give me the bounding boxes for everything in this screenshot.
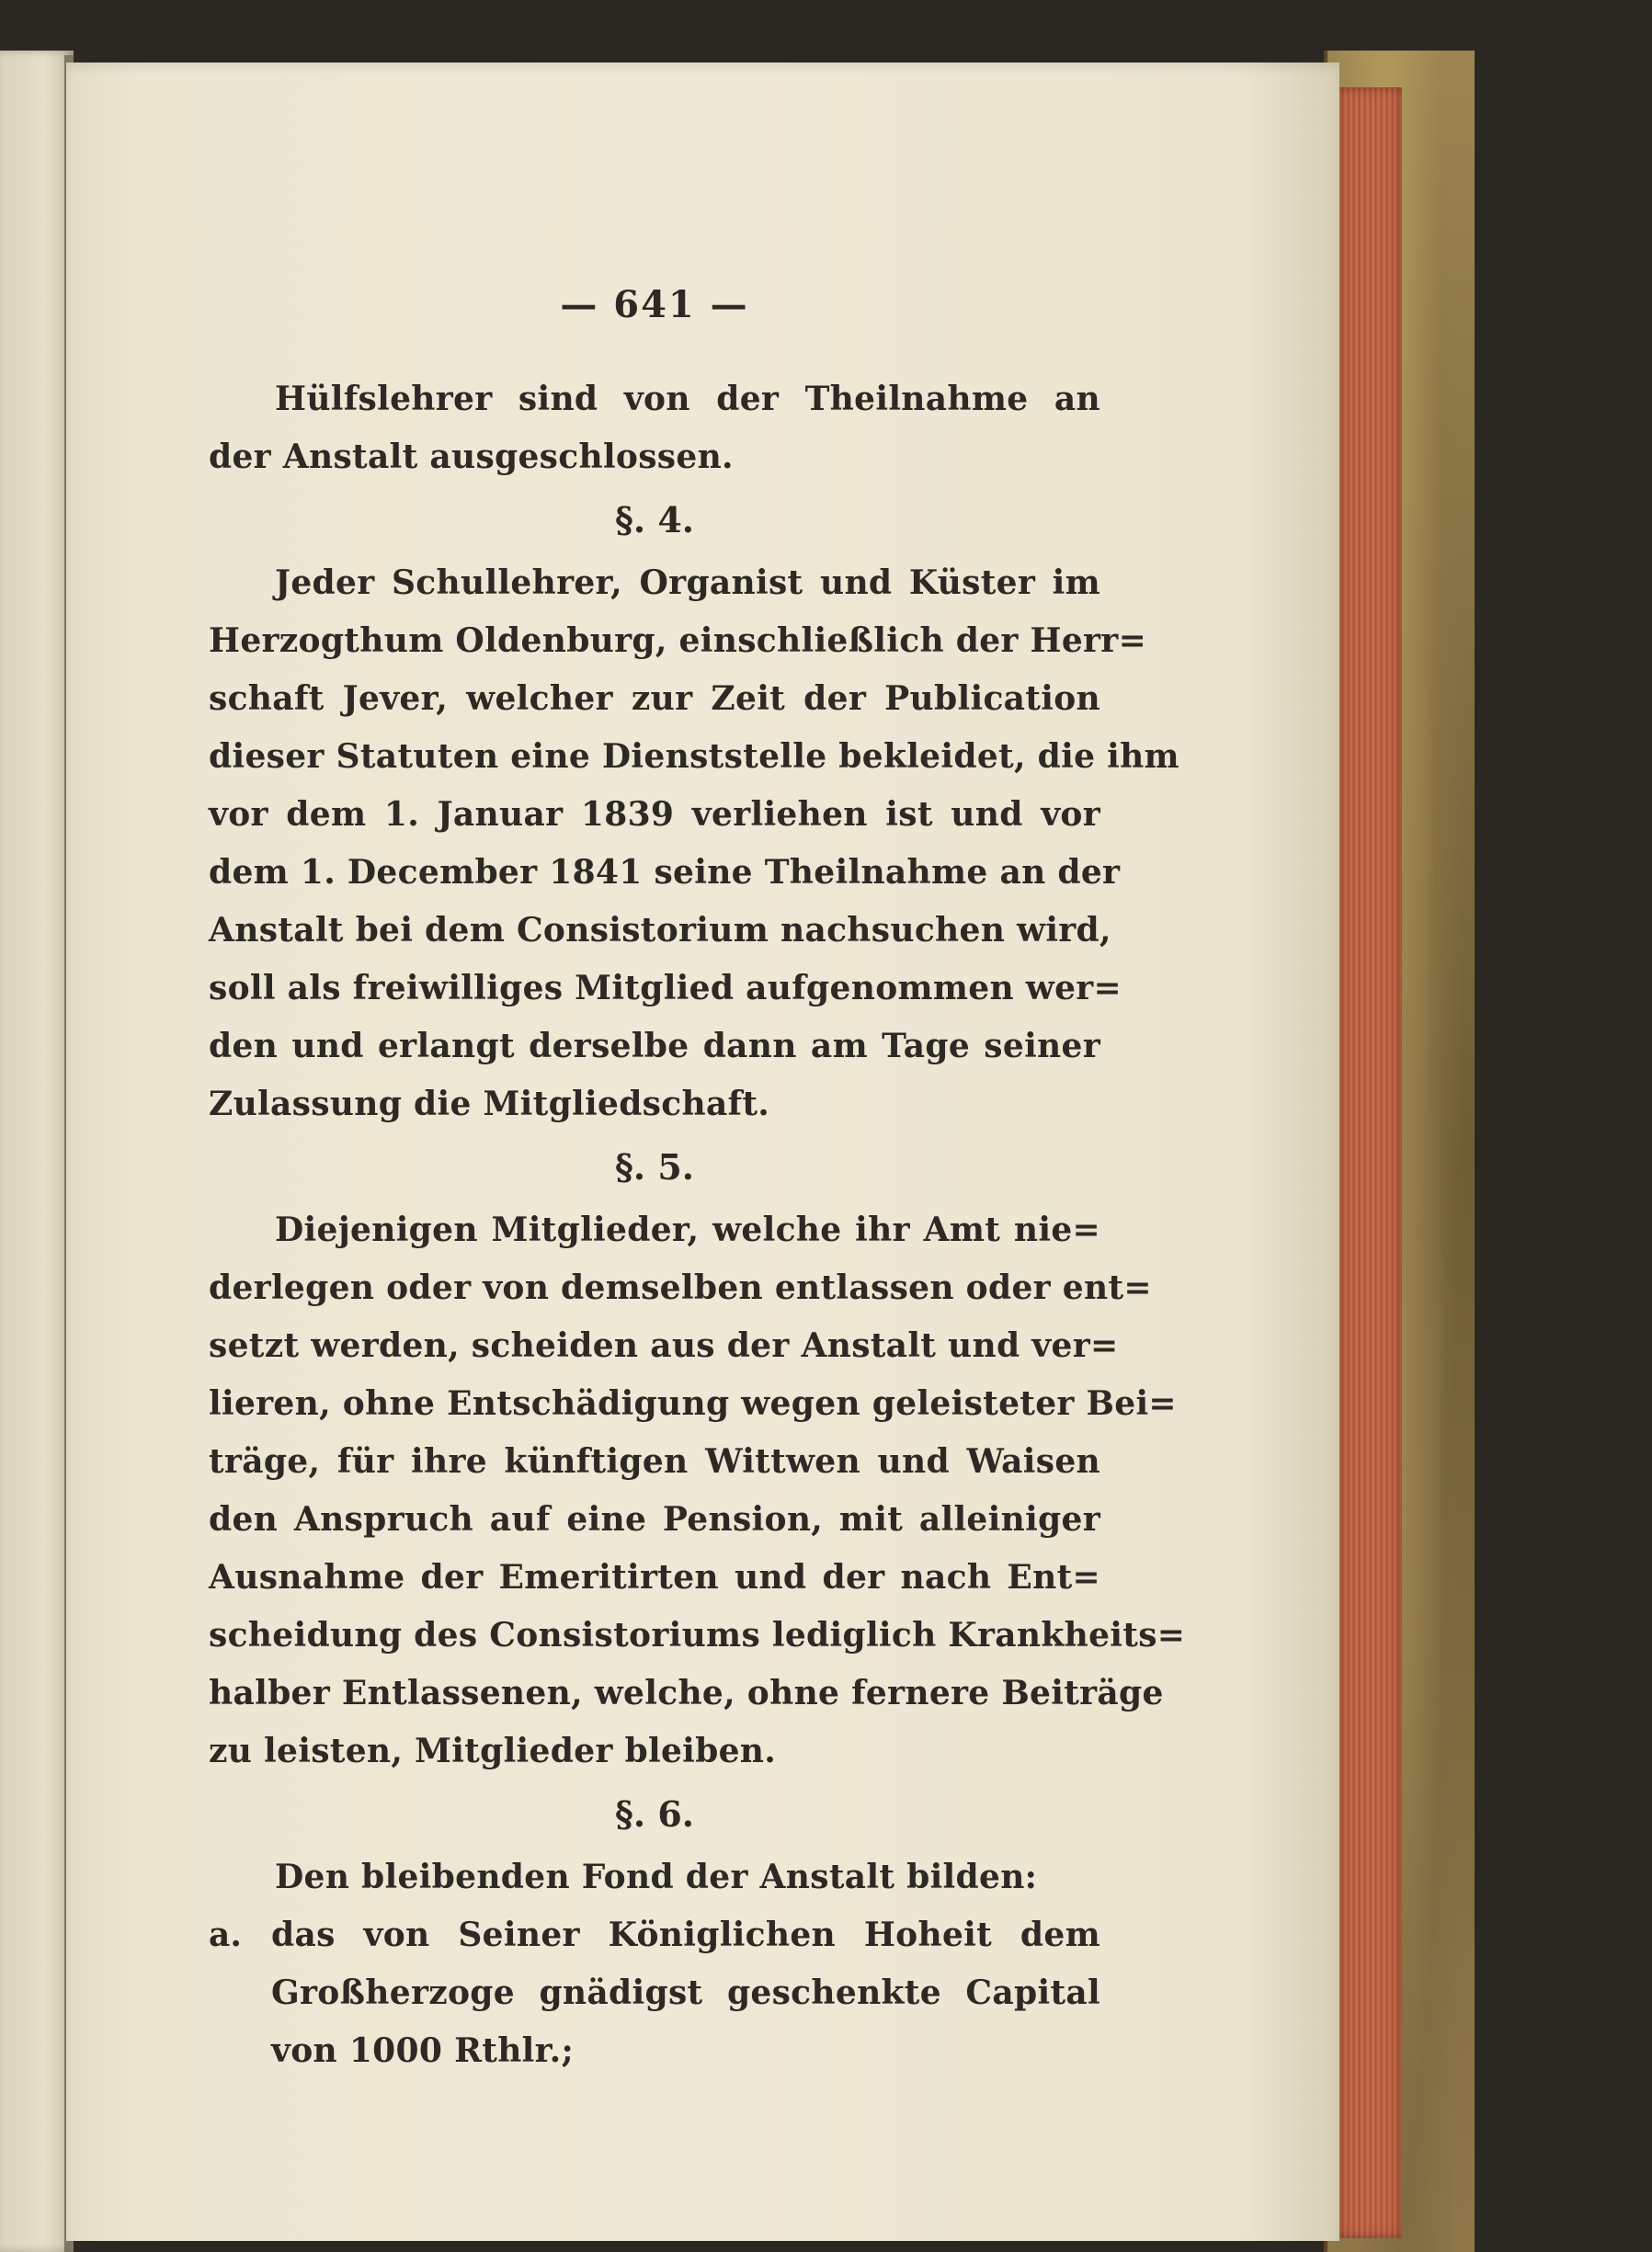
- paragraph-continuation: [209, 370, 1100, 486]
- red-page-edges: [1338, 87, 1402, 2238]
- page-number: — 641 —: [560, 283, 749, 326]
- text-line: Diejenigen Mitglieder, welche ihr Amt nie=: [275, 1211, 1100, 1249]
- text-line: Herzogthum Oldenburg, einschließlich der Herr=: [209, 621, 1147, 660]
- text-line: das von Seiner Königlichen Hoheit dem: [271, 1916, 1100, 1954]
- facing-page-edge: [0, 51, 74, 2252]
- text-line: den und erlangt derselbe dann am Tage seiner: [209, 1027, 1100, 1065]
- section-heading-6: §. 6.: [614, 1793, 694, 1835]
- text-line: dem 1. December 1841 seine Theilnahme an der: [209, 853, 1121, 892]
- text-line: den Anspruch auf eine Pension, mit alleiniger: [209, 1500, 1100, 1539]
- text-line: Hülfslehrer sind von der Theilnahme an: [275, 380, 1100, 418]
- text-line: soll als freiwilliges Mitglied aufgenommen wer=: [209, 969, 1122, 1007]
- text-line: Den bleibenden Fond der Anstalt bilden:: [275, 1858, 1038, 1896]
- section-heading-4: §. 4.: [614, 499, 694, 540]
- text-line: Jeder Schullehrer, Organist und Küster im: [275, 563, 1100, 602]
- text-line: träge, für ihre künftigen Wittwen und Waisen: [209, 1442, 1100, 1481]
- section-4-paragraph: [209, 554, 1179, 1133]
- text-line: der Anstalt ausgeschlossen.: [209, 438, 734, 476]
- text-line: lieren, ohne Entschädigung wegen geleisteter Bei=: [209, 1384, 1177, 1423]
- text-line: zu leisten, Mitglieder bleiben.: [209, 1732, 777, 1770]
- section-heading-5: §. 5.: [614, 1146, 694, 1188]
- section-6-paragraph: [209, 1848, 1100, 2080]
- text-line: Großherzoge gnädigst geschenkte Capital: [271, 1973, 1100, 2012]
- text-line: setzt werden, scheiden aus der Anstalt und ver=: [209, 1326, 1119, 1365]
- text-line: Anstalt bei dem Consistorium nachsuchen wird,: [209, 911, 1111, 950]
- text-line: schaft Jever, welcher zur Zeit der Publication: [209, 679, 1100, 718]
- book-page: [66, 63, 1339, 2241]
- text-line: derlegen oder von demselben entlassen oder ent=: [209, 1268, 1152, 1307]
- text-line: vor dem 1. Januar 1839 verliehen ist und vor: [209, 795, 1100, 834]
- text-line: von 1000 Rthlr.;: [271, 2031, 575, 2070]
- text-line: Zulassung die Mitgliedschaft.: [209, 1085, 770, 1123]
- text-block: [209, 228, 1186, 2080]
- text-line: scheidung des Consistoriums lediglich Krankheits=: [209, 1616, 1186, 1655]
- text-line: dieser Statuten eine Dienststelle bekleidet, die ihm: [209, 737, 1179, 776]
- item-marker: a.: [209, 1916, 242, 1954]
- text-line: Ausnahme der Emeritirten und der nach Ent=: [209, 1558, 1100, 1597]
- text-line: halber Entlassenen, welche, ohne fernere Beiträge: [209, 1674, 1164, 1712]
- enumerated-item-a: [209, 1906, 1100, 2080]
- section-5-paragraph: [209, 1201, 1186, 1780]
